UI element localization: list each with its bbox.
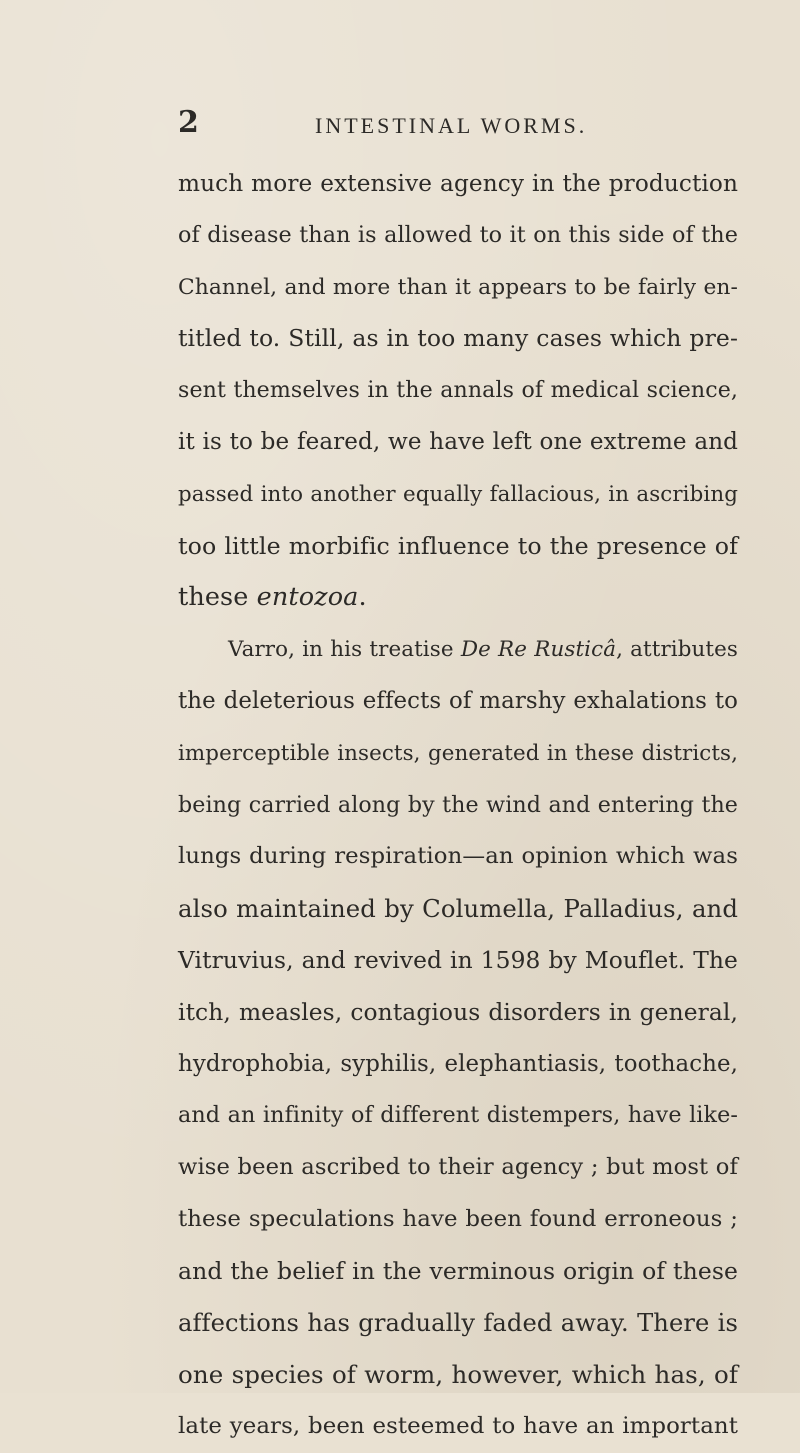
text-run: , attributes [616,637,738,663]
text-line: affections has gradually faded away. There is [178,1308,738,1337]
italic-term: entozoa [256,582,359,613]
text-line: of disease than is allowed to it on this side of the [178,221,738,248]
page-header [178,103,778,143]
text-run: Varro, in his treatise [228,637,461,663]
text-run: . [358,582,367,613]
text-line: one species of worm, however, which has, of [178,1360,738,1390]
text-run: these [178,582,257,613]
text-line: and the belief in the verminous origin of these [178,1256,738,1285]
text-line: passed into another equally fallacious, in ascribing [178,481,738,507]
text-line [178,624,738,676]
page-number: 2 [178,105,199,140]
text-line: it is to be feared, we have left one extreme and [178,428,738,455]
text-line: too little morbific influence to the presence of [178,531,738,560]
running-head: INTESTINAL WORMS. [315,113,588,138]
text-line [178,572,738,624]
text-line: itch, measles, contagious disorders in general, [178,997,738,1026]
text-line: wise been ascribed to their agency ; but most of [178,1154,738,1181]
text-line: Channel, and more than it appears to be fairly en- [178,274,738,300]
text-line: the deleterious effects of marshy exhalations to [178,687,738,714]
text-line: Vitruvius, and revived in 1598 by Mouflet. The [178,945,738,974]
text-line: hydrophobia, syphilis, elephantiasis, toothache, [178,1050,738,1077]
text-line: and an infinity of different distempers, have like- [178,1102,738,1129]
text-line: also maintained by Columella, Palladius, and [178,894,738,924]
text-line: being carried along by the wind and entering the [178,791,738,818]
body-text [178,158,738,1453]
italic-title: De Re Rusticâ [460,637,617,663]
text-line: imperceptible insects, generated in these districts, [178,740,738,766]
text-line: lungs during respiration—an opinion which was [178,843,738,870]
text-line: these speculations have been found erroneous ; [178,1205,738,1232]
text-line: titled to. Still, as in too many cases which pre- [178,324,738,353]
text-line: much more extensive agency in the production [178,170,738,197]
text-line: late years, been esteemed to have an important [178,1413,738,1440]
text-line: sent themselves in the annals of medical science, [178,377,738,404]
